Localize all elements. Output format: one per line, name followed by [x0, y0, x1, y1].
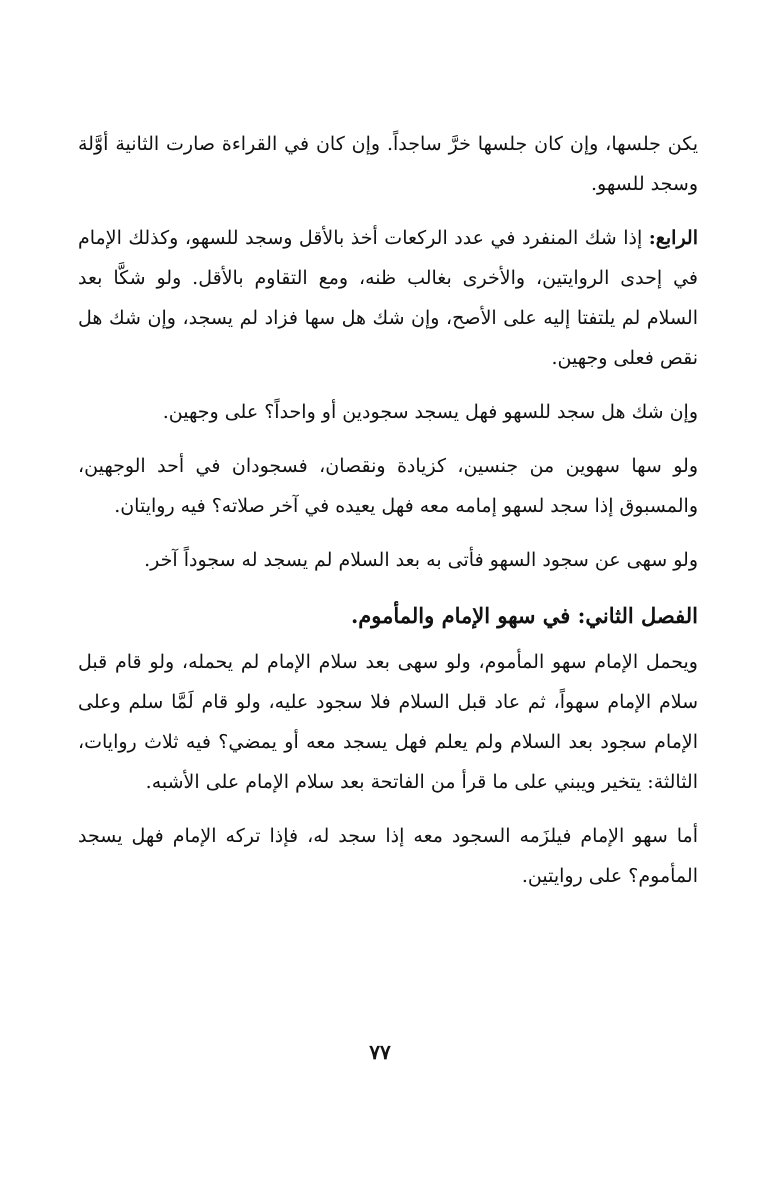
- paragraph-3-text: وإن شك هل سجد للسهو فهل يسجد سجودين أو واحداً؟ على وجهين.: [162, 401, 698, 423]
- paragraph-5-text: ولو سهى عن سجود السهو فأتى به بعد السلام لم يسجد له سجوداً آخر.: [144, 549, 698, 571]
- paragraph-1-text: يكن جلسها، وإن كان جلسها خرَّ ساجداً. وإن كان في القراءة صارت الثانية أوَّلة وسجد للسهو.: [78, 133, 698, 195]
- section-heading-text: في سهو الإمام والمأموم.: [350, 603, 578, 628]
- paragraph-7: [78, 816, 698, 896]
- page-body: [78, 124, 698, 910]
- paragraph-3: [78, 392, 698, 432]
- section-heading: [78, 594, 698, 638]
- paragraph-6-text: ويحمل الإمام سهو المأموم، ولو سهى بعد سلام الإمام لم يحمله، ولو قام قبل سلام الإمام سهواً، ثم عاد قبل السلام فلا سجود عليه، ولو قام لَمَّا سلم وعلى الإمام سجود بعد السلام ولم يعلم فهل يسجد معه أو يمضي؟ فيه ثلاث روايات، الثالثة: يتخير ويبني على ما قرأ من الفاتحة بعد سلام الإمام على الأشبه.: [78, 651, 698, 793]
- section-heading-lead: الفصل الثاني:: [577, 603, 698, 628]
- page-number: ٧٧: [369, 1040, 391, 1064]
- paragraph-6: [78, 642, 698, 802]
- paragraph-2-text: إذا شك المنفرد في عدد الركعات أخذ بالأقل وسجد للسهو، وكذلك الإمام في إحدى الروايتين، والأخرى بغالب ظنه، ومع التقاوم بالأقل. ولو شكَّا بعد السلام لم يلتفتا إليه على الأصح، وإن شك هل سها فزاد لم يسجد، وإن شك هل نقص فعلى وجهين.: [78, 227, 698, 369]
- paragraph-1: [78, 124, 698, 204]
- paragraph-2: [78, 218, 698, 378]
- paragraph-7-text: أما سهو الإمام فيلزَمه السجود معه إذا سجد له، فإذا تركه الإمام فهل يسجد المأموم؟ على روايتين.: [78, 825, 698, 887]
- paragraph-4-text: ولو سها سهوين من جنسين، كزيادة ونقصان، فسجودان في أحد الوجهين، والمسبوق إذا سجد لسهو إمامه معه فهل يعيده في آخر صلاته؟ فيه روايتان.: [78, 455, 698, 517]
- paragraph-5: [78, 540, 698, 580]
- paragraph-2-lead: الرابع:: [648, 227, 698, 249]
- paragraph-4: [78, 446, 698, 526]
